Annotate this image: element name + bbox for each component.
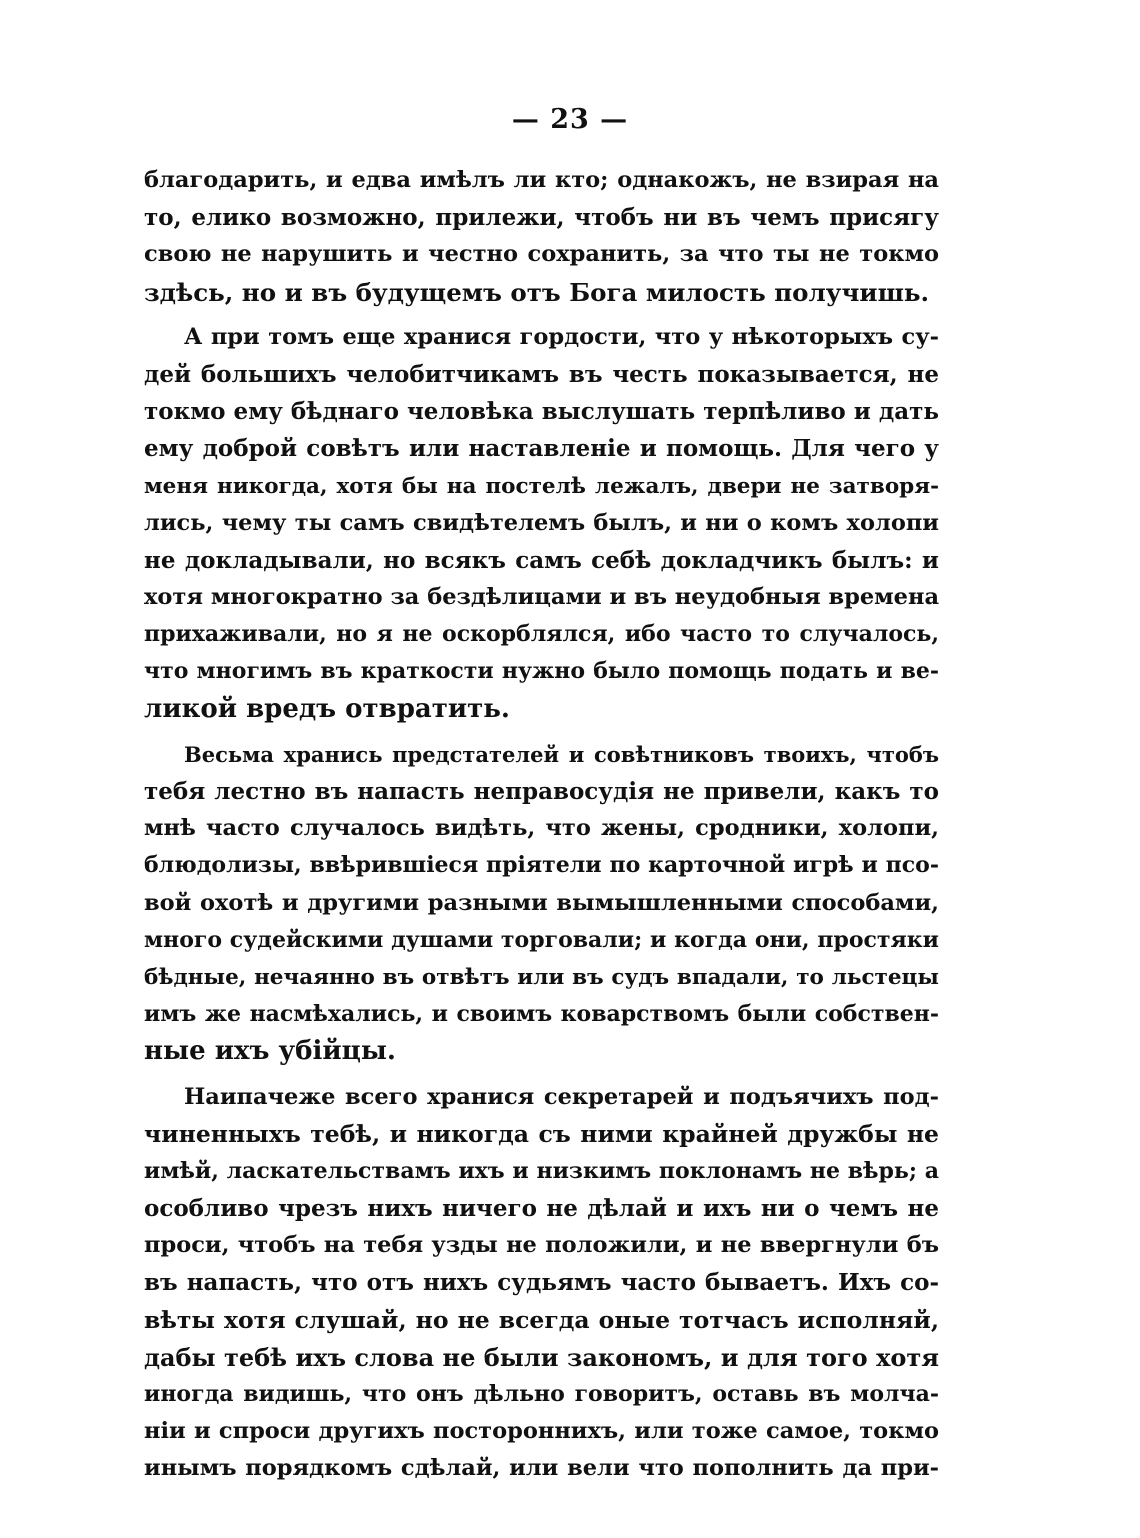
- text-line: прихаживали, но я не оскорблялся, ибо часто то случалось,: [144, 621, 939, 648]
- text-line: хотя многократно за бездѣлицами и въ неудобныя времена: [144, 584, 939, 611]
- text-line: что многимъ въ краткости нужно было помощь подать и ве-: [144, 658, 939, 685]
- text-line: вой охотѣ и другими разными вымышленными способами,: [144, 889, 939, 916]
- text-line: ему доброй совѣтъ или наставленіе и помощь. Для чего у: [144, 435, 939, 463]
- paragraph: [144, 1079, 939, 1488]
- text-line: мнѣ часто случалось видѣть, что жены, сродники, холопи,: [144, 815, 939, 842]
- text-line: то, елико возможно, прилежи, чтобъ ни въ чемъ присягу: [144, 204, 939, 232]
- text-line: благодарить, и едва имѣлъ ли кто; однакожъ, не взирая на: [144, 167, 939, 193]
- text-line: ные ихъ убійцы.: [144, 1036, 396, 1067]
- text-line: имъ же насмѣхались, и своимъ коварствомъ были собствен-: [144, 1001, 939, 1028]
- paragraph: [144, 319, 939, 728]
- paragraph: [144, 162, 939, 311]
- text-line: дей большихъ челобитчикамъ въ честь показывается, не: [144, 360, 939, 388]
- text-line: иногда видишь, что онъ дѣльно говоритъ, оставь въ молча-: [144, 1381, 939, 1407]
- text-line: бѣдные, нечаянно въ отвѣтъ или въ судъ впадали, то льстецы: [144, 964, 939, 990]
- text-line: дабы тебѣ ихъ слова не были закономъ, и для того хотя: [144, 1342, 939, 1372]
- paragraph: [144, 736, 939, 1071]
- text-line: свою не нарушить и честно сохранить, за что ты не токмо: [144, 241, 939, 268]
- text-line: инымъ порядкомъ сдѣлай, или вели что пополнить да при-: [144, 1455, 939, 1482]
- text-line: не докладывали, но всякъ самъ себѣ докладчикъ былъ: и: [144, 546, 939, 574]
- text-line: чиненныхъ тебѣ, и никогда съ ними крайней дружбы не: [144, 1119, 939, 1148]
- page-number: — 23 —: [511, 104, 629, 135]
- text-line: лись, чему ты самъ свидѣтелемъ былъ, и ни о комъ холопи: [144, 509, 939, 536]
- text-line: Весьма хранись предстателей и совѣтниковъ твоихъ, чтобъ: [184, 741, 939, 767]
- text-line: проси, чтобъ на тебя узды не положили, и не ввергнули бъ: [144, 1232, 939, 1259]
- text-line: ніи и спроси другихъ постороннихъ, или тоже самое, токмо: [144, 1418, 939, 1445]
- text-line: здѣсь, но и въ будущемъ отъ Бога милость получишь.: [144, 277, 930, 307]
- text-line: вѣты хотя слушай, но не всегда оные тотчасъ исполняй,: [144, 1305, 939, 1334]
- text-line: много судейскими душами торговали; и когда они, простяки: [144, 926, 939, 953]
- text-line: Наипачеже всего хранися секретарей и подъячихъ под-: [184, 1083, 939, 1110]
- text-line: токмо ему бѣднаго человѣка выслушать терпѣливо и дать: [144, 398, 939, 426]
- text-line: тебя лестно въ напасть неправосудія не привели, какъ то: [144, 778, 939, 805]
- text-line: въ напасть, что отъ нихъ судьямъ часто бываетъ. Ихъ со-: [144, 1269, 939, 1297]
- body-text: [144, 162, 939, 1488]
- text-line: особливо чрезъ нихъ ничего не дѣлай и ихъ ни о чемъ не: [144, 1195, 939, 1223]
- text-line: блюдолизы, ввѣрившіеся пріятели по карточной игрѣ и псо-: [144, 852, 939, 879]
- text-line: меня никогда, хотя бы на постелѣ лежалъ, двери не затворя-: [144, 473, 939, 499]
- text-line: ликой вредъ отвратить.: [144, 693, 510, 724]
- text-line: имѣй, ласкательствамъ ихъ и низкимъ поклонамъ не вѣрь; а: [144, 1157, 939, 1184]
- text-line: А при томъ еще хранися гордости, что у нѣкоторыхъ су-: [184, 323, 939, 350]
